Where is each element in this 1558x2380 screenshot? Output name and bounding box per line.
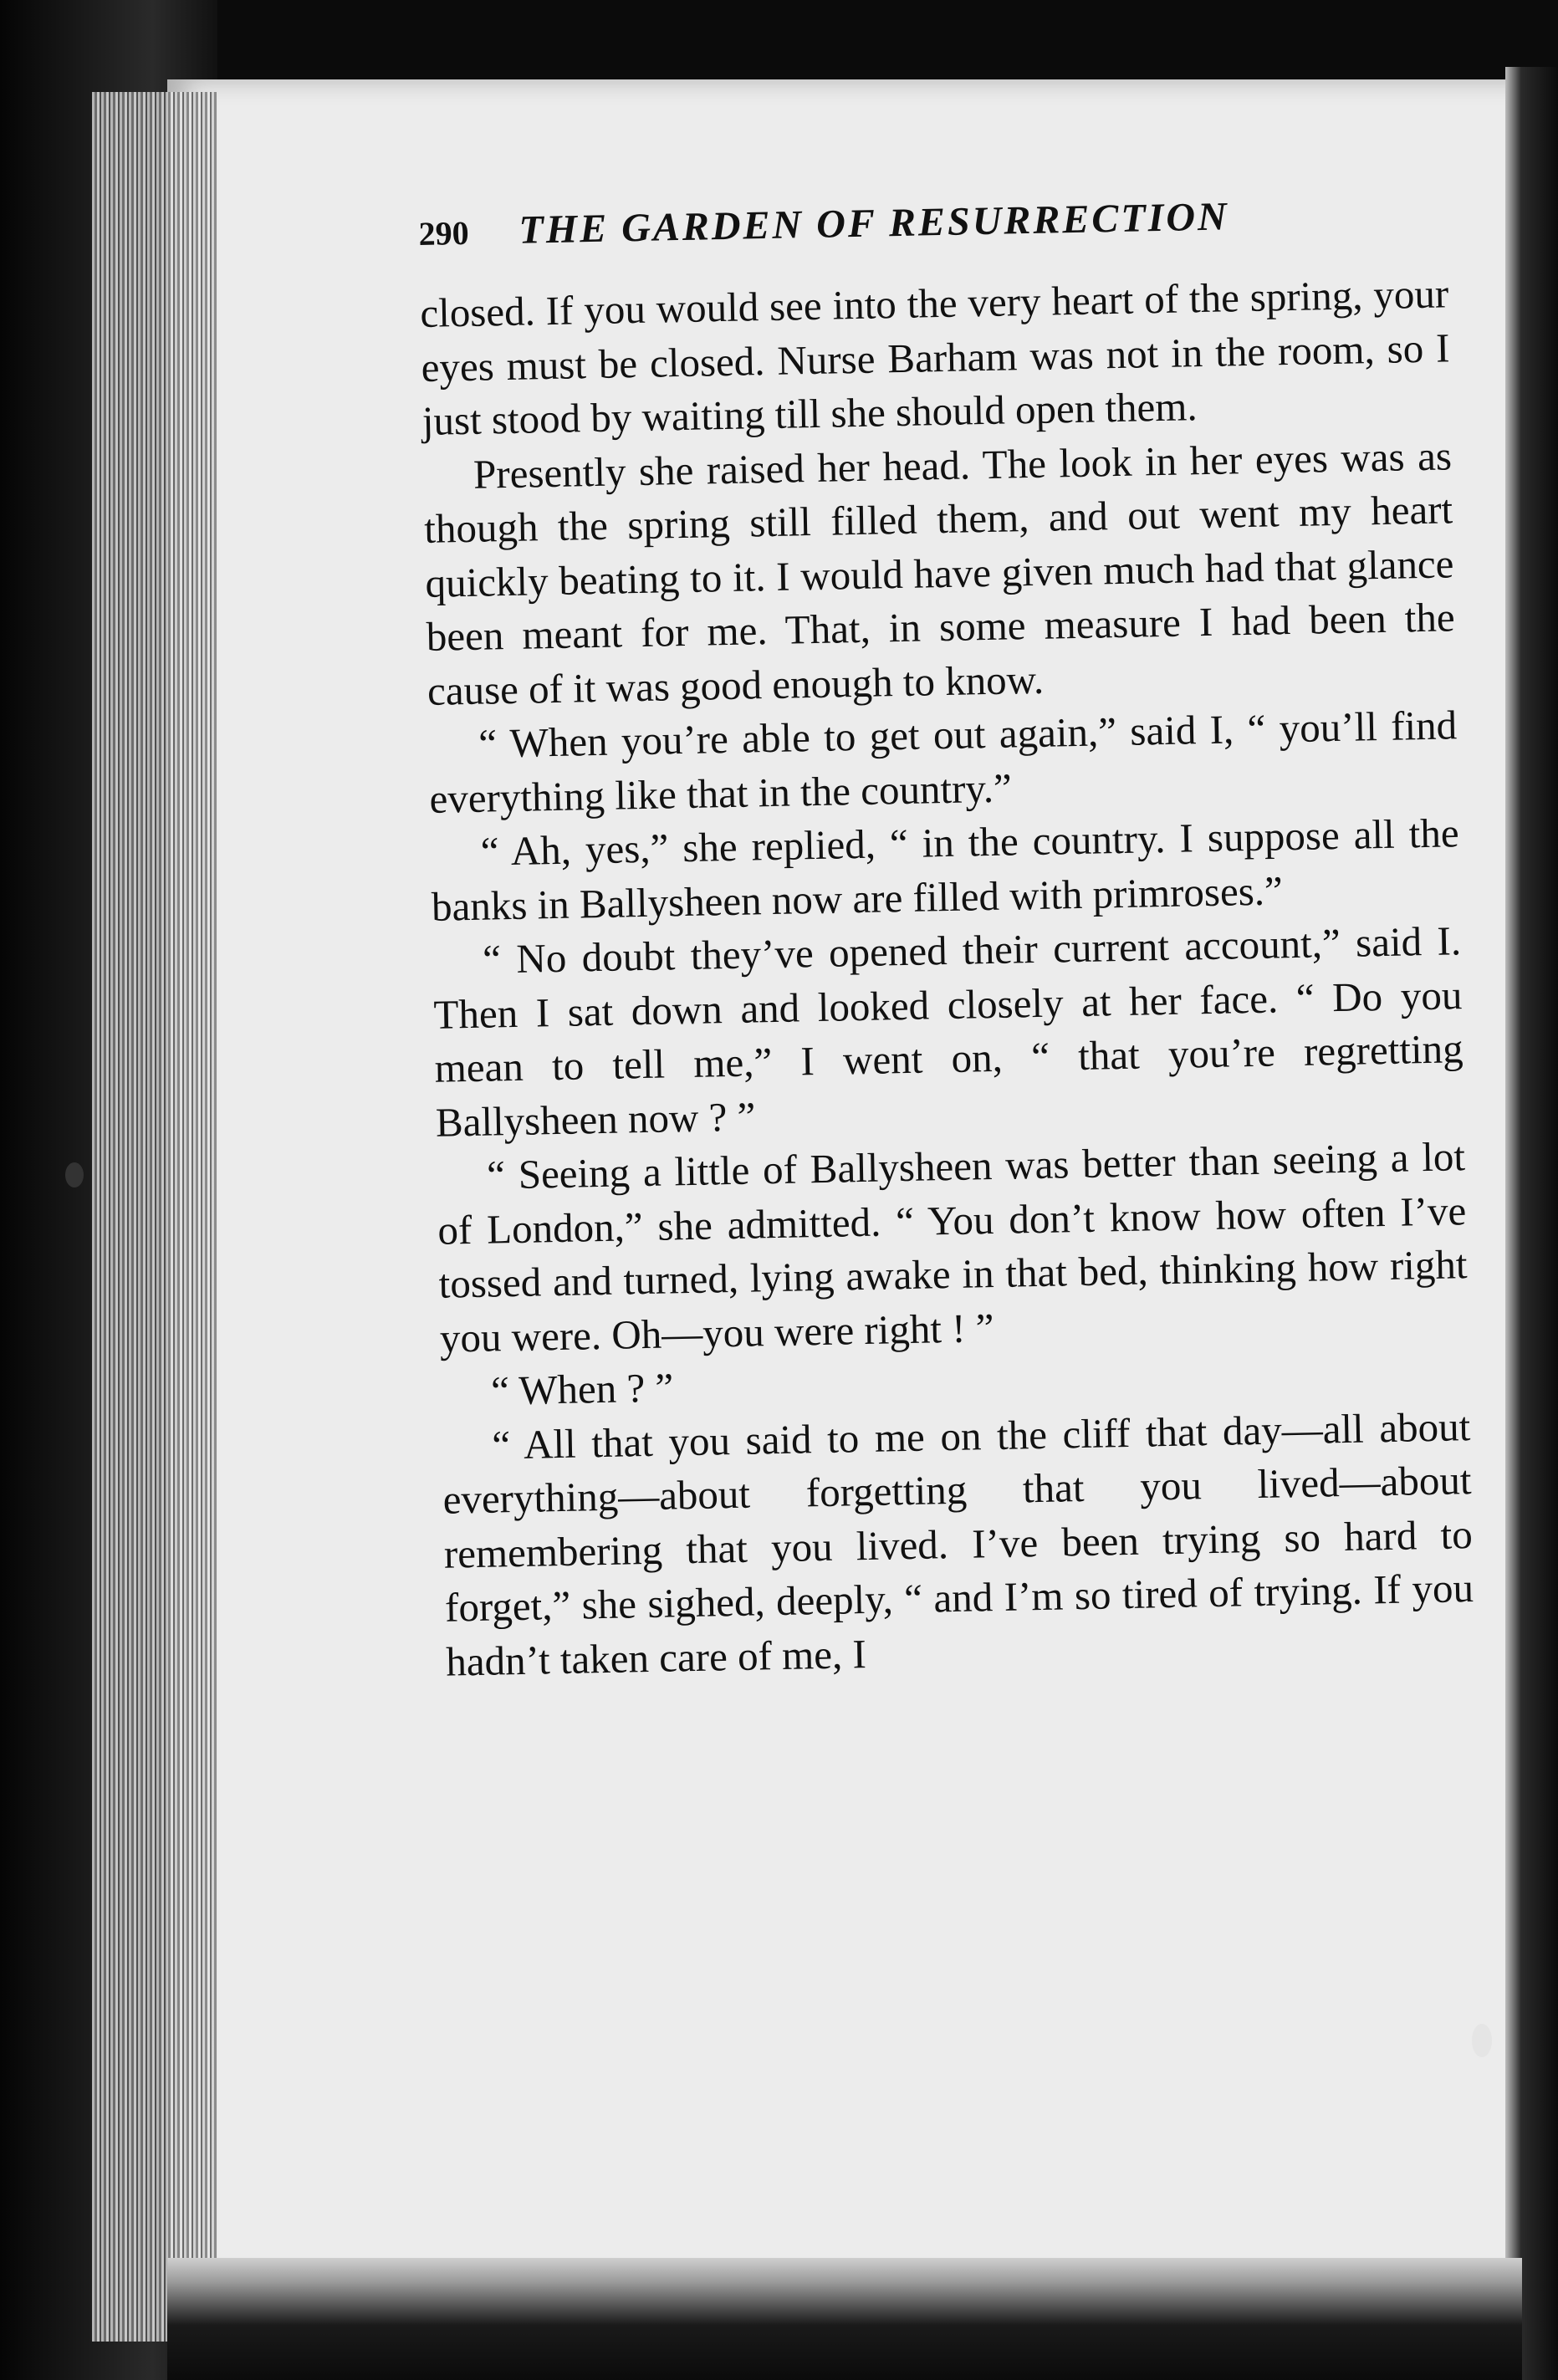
scan-blemish [65,1162,84,1187]
paragraph: “ Ah, yes,” she replied, “ in the country. I suppose all the banks in Ballysheen now are filled with primroses.” [431,810,1460,930]
page-edges [92,92,217,2342]
paragraph: “ When ? ” [490,1364,674,1414]
paragraph: “ All that you said to me on the cliff that day—all about everything—about forgetting that you lived—about remembering that you lived. I’ve been trying so hard to forget,” she sighed, deeply, “ and I’m so tired of trying. If you hadn’t taken care of me, I [442,1402,1474,1685]
scan-blemish [1472,2024,1492,2057]
paragraph: Presently she raised her head. The look in her eyes was as though the spring still filled them, and out went my heart quickly beating to it. I would have given much had that glance been meant for me. That, in some measure I had been the cause of it was good enough to know. [423,432,1456,714]
paragraph: closed. If you would see into the very heart of the spring, your eyes must be closed. Nurse Barham was not in the room, so I just stood by waiting till she should open them. [419,270,1450,444]
paragraph: “ When you’re able to get out again,” said I, “ you’ll find everything like that in the country.” [429,702,1458,822]
right-page-edge [1505,67,1558,2380]
page-number: 290 [418,213,469,253]
running-title: THE GARDEN OF RESURRECTION [518,194,1230,253]
bottom-page-edge [167,2258,1522,2380]
paragraph: “ No doubt they’ve opened their current account,” said I. Then I sat down and looked closely at her face. “ Do you mean to tell me,” I went on, “ that you’re regretting Ballysheen now ? ” [432,917,1464,1146]
paragraph: “ Seeing a little of Ballysheen was better than seeing a lot of London,” she admitted. “ You don’t know how often I’ve tossed and turned, lying awake in that bed, thinking how right you were. Oh—you were right ! ” [437,1133,1468,1361]
page-text-block [418,189,1475,1688]
